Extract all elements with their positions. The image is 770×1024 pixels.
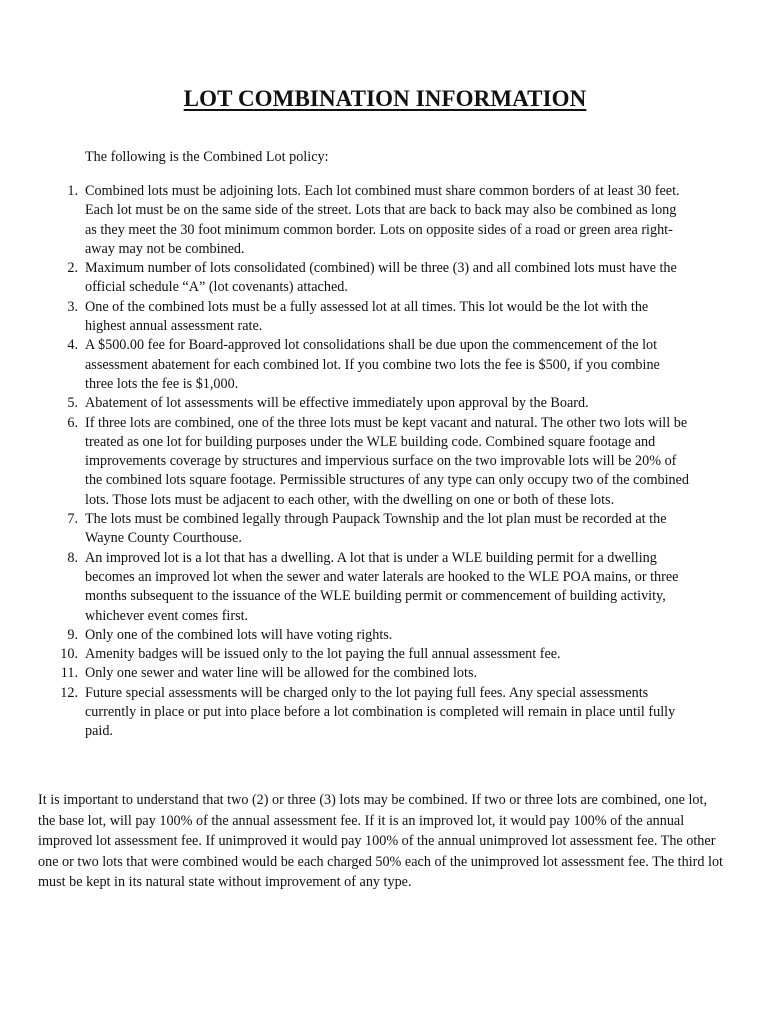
list-item-text: Abatement of lot assessments will be effective immediately upon approval by the Board.: [85, 395, 589, 412]
list-item-text: Only one sewer and water line will be allowed for the combined lots.: [85, 665, 478, 682]
list-item: [67, 549, 690, 626]
list-item: [67, 336, 690, 394]
list-item-number: 6.: [67, 414, 78, 431]
list-item: [67, 394, 690, 413]
list-item-text: The lots must be combined legally through Paupack Township and the lot plan must be recorded at the Wayne County Courthouse.: [85, 511, 667, 547]
list-item-text: Future special assessments will be charged only to the lot paying full fees. Any special assessments currently in place or put into place before a lot combination is completed will remain in place until fully paid.: [85, 684, 676, 740]
list-item: [67, 414, 690, 510]
list-item-text: One of the combined lots must be a fully assessed lot at all times. This lot would be the lot with the highest annual assessment rate.: [85, 298, 649, 335]
list-item: [60, 664, 690, 683]
list-item: [67, 182, 690, 259]
list-item-text: Combined lots must be adjoining lots. Each lot combined must share common borders of at least 30 feet. Each lot must be on the same side of the street. Lots that are back to back may also be combined as long as they meet the 30 foot minimum common border. Lots on opposite sides of a road or green area right-away may not be combined.: [85, 183, 680, 257]
list-item-text: Maximum number of lots consolidated (combined) will be three (3) and all combined lots must have the official schedule “A” (lot covenants) attached.: [85, 260, 677, 296]
list-item-number: 5.: [67, 395, 78, 412]
closing-paragraph: It is important to understand that two (2) or three (3) lots may be combined. If two or three lots are combined, one lot, the base lot, will pay 100% of the annual assessment fee. If it is an improved lot, it would pay 100% of the annual improved lot assessment fee. If unimproved it would pay 100% of the annual unimproved lot assessment fee. The other one or two lots that were combined would be each charged 50% each of the unimproved lot assessment fee. The third lot must be kept in its natural state without improvement of any type.: [38, 792, 724, 891]
list-item: [67, 298, 690, 337]
list-item-text: An improved lot is a lot that has a dwelling. A lot that is under a WLE building permit for a dwelling becomes an improved lot when the sewer and water laterals are hooked to the WLE POA mains, or three months subsequent to the issuance of the WLE building permit or commencement of building activity, whichever event comes first.: [85, 549, 679, 624]
policy-list: [60, 182, 690, 742]
list-item-number: 4.: [67, 337, 78, 354]
list-item-number: 9.: [67, 626, 78, 643]
list-item-text: If three lots are combined, one of the three lots must be kept vacant and natural. The other two lots will be treated as one lot for building purposes under the WLE building code. Combined square footage and improvements coverage by structures and impervious surface on the two improvable lots will be 20% of the combined lots square footage. Permissible structures of any type can only occupy two of the combined lots. Those lots must be adjacent to each other, with the dwelling on one or both of these lots.: [85, 414, 689, 508]
list-item: [67, 259, 690, 298]
list-item-number: 7.: [67, 511, 78, 528]
list-item: [60, 684, 690, 742]
page-title: LOT COMBINATION INFORMATION: [183, 86, 587, 111]
list-item-text: Only one of the combined lots will have voting rights.: [85, 626, 393, 643]
list-item: [67, 510, 690, 549]
list-item-text: A $500.00 fee for Board-approved lot consolidations shall be due upon the commencement of the lot assessment abatement for each combined lot. If you combine two lots the fee is $500, if you combine three lots the fee is $1,000.: [85, 337, 660, 392]
list-item-number: 2.: [67, 260, 78, 277]
list-item-number: 12.: [60, 684, 78, 701]
list-item-number: 8.: [67, 549, 78, 566]
list-item-number: 11.: [60, 665, 78, 682]
intro-text: The following is the Combined Lot policy:: [85, 149, 329, 165]
list-item-number: 10.: [60, 646, 78, 663]
list-item-text: Amenity badges will be issued only to the lot paying the full annual assessment fee.: [85, 646, 561, 663]
list-item: [60, 645, 690, 664]
list-item-number: 3.: [67, 298, 78, 315]
list-item: [67, 626, 690, 645]
list-item-number: 1.: [67, 183, 78, 199]
